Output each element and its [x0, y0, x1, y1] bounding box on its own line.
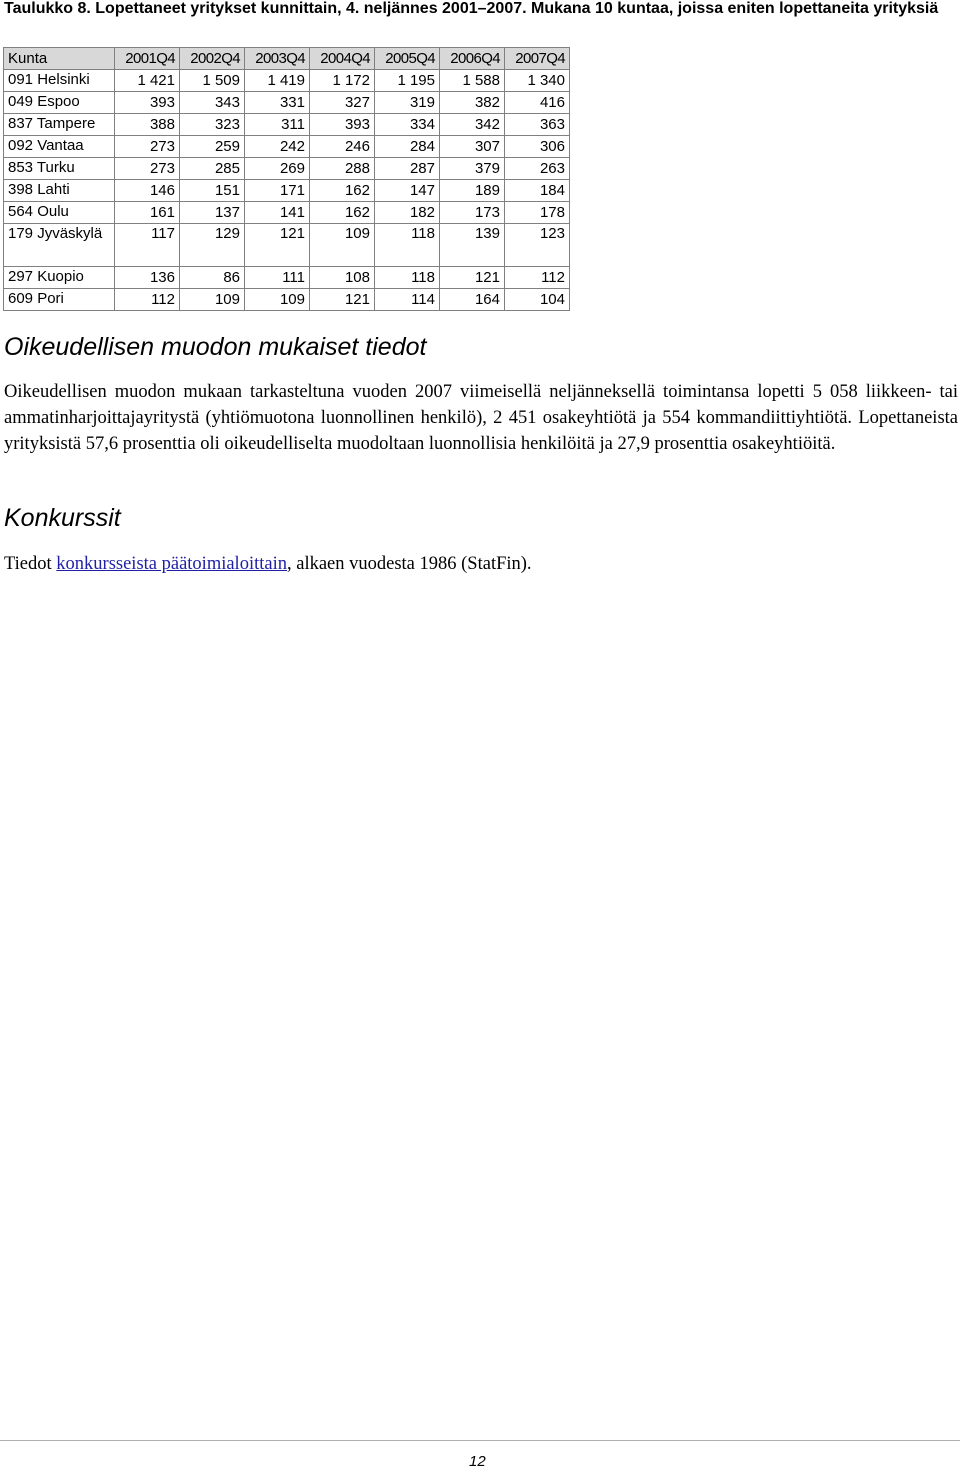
table-row [4, 202, 570, 224]
table-cell: 273 [115, 158, 180, 180]
table-cell: 108 [310, 267, 375, 289]
table-row [4, 267, 570, 289]
table-cell-municipality: 091 Helsinki [4, 70, 115, 92]
table-cell: 129 [180, 224, 245, 267]
column-header-2004q4: 2004Q4 [310, 48, 375, 70]
table-cell: 363 [505, 114, 570, 136]
table-cell: 393 [310, 114, 375, 136]
table-cell: 416 [505, 92, 570, 114]
table-cell: 161 [115, 202, 180, 224]
bankruptcy-paragraph [4, 551, 958, 577]
table-title: Taulukko 8. Lopettaneet yritykset kunnittain, 4. neljännes 2001–2007. Mukana 10 kuntaa, joissa eniten lopettaneita yrityksiä [4, 0, 939, 17]
table-cell: 1 421 [115, 70, 180, 92]
table-header-row [4, 48, 570, 70]
table-cell: 162 [310, 202, 375, 224]
table-cell: 1 340 [505, 70, 570, 92]
table-cell: 112 [505, 267, 570, 289]
table-row [4, 224, 570, 267]
section-heading-bankruptcies: Konkurssit [4, 504, 121, 532]
table-cell: 284 [375, 136, 440, 158]
table-cell: 121 [245, 224, 310, 267]
table-cell-municipality: 092 Vantaa [4, 136, 115, 158]
table-cell: 379 [440, 158, 505, 180]
table-cell: 242 [245, 136, 310, 158]
table-cell: 319 [375, 92, 440, 114]
table-cell: 118 [375, 267, 440, 289]
table-cell-municipality: 297 Kuopio [4, 267, 115, 289]
table-cell: 121 [440, 267, 505, 289]
footer-divider [0, 1440, 960, 1441]
legal-form-paragraph: Oikeudellisen muodon mukaan tarkasteltuna vuoden 2007 viimeisellä neljänneksellä toimintansa lopetti 5 058 liikkeen- tai ammatinharjoittajayritystä (yhtiömuotona luonnollinen henkilö), 2 451 osakeyhtiötä ja 554 kommandiittiyhtiötä. Lopettaneista yrityksistä 57,6 prosenttia oli oikeudelliselta muodoltaan luonnollisia henkilöitä ja 27,9 prosenttia osakeyhtiöitä. [4, 382, 958, 454]
column-header-2002q4: 2002Q4 [180, 48, 245, 70]
table-cell: 1 419 [245, 70, 310, 92]
table-cell: 285 [180, 158, 245, 180]
table-cell: 164 [440, 289, 505, 311]
table-cell: 109 [245, 289, 310, 311]
table-row [4, 136, 570, 158]
table-row [4, 70, 570, 92]
table-cell: 382 [440, 92, 505, 114]
table-cell: 334 [375, 114, 440, 136]
table-cell: 111 [245, 267, 310, 289]
table-cell: 1 509 [180, 70, 245, 92]
table-cell: 104 [505, 289, 570, 311]
table-cell: 1 172 [310, 70, 375, 92]
table-cell-municipality: 853 Turku [4, 158, 115, 180]
table-cell: 311 [245, 114, 310, 136]
table-cell: 151 [180, 180, 245, 202]
table-cell: 393 [115, 92, 180, 114]
table-cell: 121 [310, 289, 375, 311]
table-row [4, 180, 570, 202]
column-header-2006q4: 2006Q4 [440, 48, 505, 70]
table-cell: 327 [310, 92, 375, 114]
table-cell: 184 [505, 180, 570, 202]
bankruptcy-statistics-link[interactable]: konkursseista päätoimialoittain [56, 554, 287, 574]
table-cell: 123 [505, 224, 570, 267]
table-cell: 117 [115, 224, 180, 267]
table-cell: 136 [115, 267, 180, 289]
bankruptcy-text-before: Tiedot [4, 554, 57, 574]
bankruptcy-text-after: , alkaen vuodesta 1986 (StatFin). [286, 554, 532, 574]
table-row [4, 114, 570, 136]
table-cell: 343 [180, 92, 245, 114]
table-cell: 273 [115, 136, 180, 158]
table-cell: 1 588 [440, 70, 505, 92]
bankruptcy-table [3, 47, 570, 311]
table-cell: 112 [115, 289, 180, 311]
table-cell: 141 [245, 202, 310, 224]
table-cell-municipality: 049 Espoo [4, 92, 115, 114]
table-cell: 287 [375, 158, 440, 180]
column-header-2001q4: 2001Q4 [115, 48, 180, 70]
table-cell: 263 [505, 158, 570, 180]
table-cell: 182 [375, 202, 440, 224]
table-cell: 246 [310, 136, 375, 158]
table-cell: 109 [180, 289, 245, 311]
table-cell: 307 [440, 136, 505, 158]
table-cell: 139 [440, 224, 505, 267]
table-cell: 86 [180, 267, 245, 289]
table-cell-municipality: 837 Tampere [4, 114, 115, 136]
table-cell: 146 [115, 180, 180, 202]
table-cell: 118 [375, 224, 440, 267]
table-cell: 173 [440, 202, 505, 224]
table-cell: 178 [505, 202, 570, 224]
table-cell: 269 [245, 158, 310, 180]
column-header-kunta: Kunta [4, 48, 115, 70]
table-cell: 323 [180, 114, 245, 136]
page-number: 12 [469, 1453, 486, 1470]
table-cell: 388 [115, 114, 180, 136]
column-header-2005q4: 2005Q4 [375, 48, 440, 70]
table-row [4, 158, 570, 180]
table-cell: 331 [245, 92, 310, 114]
section-heading-legal-form: Oikeudellisen muodon mukaiset tiedot [4, 333, 427, 361]
column-header-2003q4: 2003Q4 [245, 48, 310, 70]
table-cell: 259 [180, 136, 245, 158]
table-cell: 114 [375, 289, 440, 311]
table-cell-municipality: 398 Lahti [4, 180, 115, 202]
table-cell: 342 [440, 114, 505, 136]
table-cell-municipality: 179 Jyväskylä [4, 224, 115, 267]
table-cell: 109 [310, 224, 375, 267]
table-cell: 171 [245, 180, 310, 202]
table-cell-municipality: 564 Oulu [4, 202, 115, 224]
table-row [4, 92, 570, 114]
table-cell: 137 [180, 202, 245, 224]
table-cell: 306 [505, 136, 570, 158]
table-cell-municipality: 609 Pori [4, 289, 115, 311]
table-cell: 288 [310, 158, 375, 180]
column-header-2007q4: 2007Q4 [505, 48, 570, 70]
table-cell: 147 [375, 180, 440, 202]
table-cell: 162 [310, 180, 375, 202]
table-row [4, 289, 570, 311]
table-cell: 1 195 [375, 70, 440, 92]
table-cell: 189 [440, 180, 505, 202]
